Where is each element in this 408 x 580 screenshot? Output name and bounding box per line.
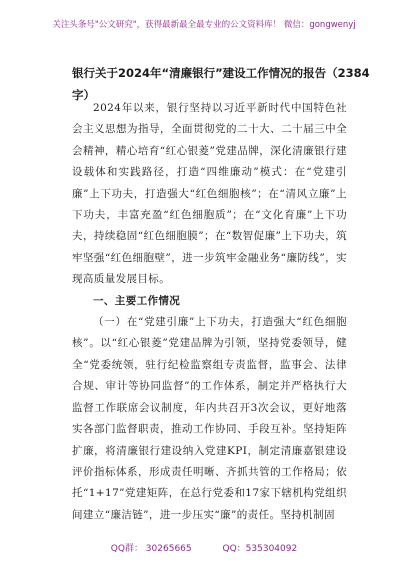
document-title: 银行关于2024年“清廉银行”建设工作情况的报告（2384字）: [72, 66, 370, 102]
intro-paragraph: 2024年以来，银行坚持以习近平新时代中国特色社会主义思想为指导，全面贯彻党的二十大、二十届三中全会精神，精心培育“红心银菱”党建品牌，深化清廉银行建设载体和实践路径，打造“四维廉动”模式：在“党建引廉”上下功夫，打造强大“红色细胞核”；在“清风立廉”上下功夫，丰富充盈“红色细胞质”；在“文化育廉”上下功夫，持续稳固“红色细胞膜”；在“数智促廉”上下功夫，筑牢坚强“红色细胞壁”，进一步筑牢金融业务“廉防线”，实现高质量发展目标。: [72, 102, 347, 286]
promo-banner: 关注头条号"公文研究"，获得最新最全最专业的公文资料库！ 微信：gongwenyj: [52, 20, 356, 30]
document-body: [72, 98, 347, 526]
contact-footer: [0, 541, 408, 554]
section-heading: 一、主要工作情况: [93, 294, 181, 307]
qq-contact-text: QQ：535304092: [222, 544, 298, 554]
section-paragraph: （一）在“党建引廉”上下功夫，打造强大“红色细胞核”。以“红心银菱”党建品牌为引领，坚持党委领导，健全“党委统领，驻行纪检监察组专责监督，监事会、法律合规、审计等协同监督”的工作体系，制定并严格执行大监督工作联席会议制度，年内共召开3次会议，更好地落实各部门监督职责，推动工作协同、手段互补。坚持矩阵扩廉，将清廉银行建设纳入党建KPI，制定清廉嘉银建设评价指标体系，形成责任明晰、齐抓共管的工作格局；依托“1+17”党建矩阵，在总行党委和17家下辖机构党组织间建立“廉洁链”，进一步压实“廉”的责任。坚持机制固: [72, 316, 347, 521]
qq-group-text: QQ群： 30265665: [110, 544, 192, 554]
